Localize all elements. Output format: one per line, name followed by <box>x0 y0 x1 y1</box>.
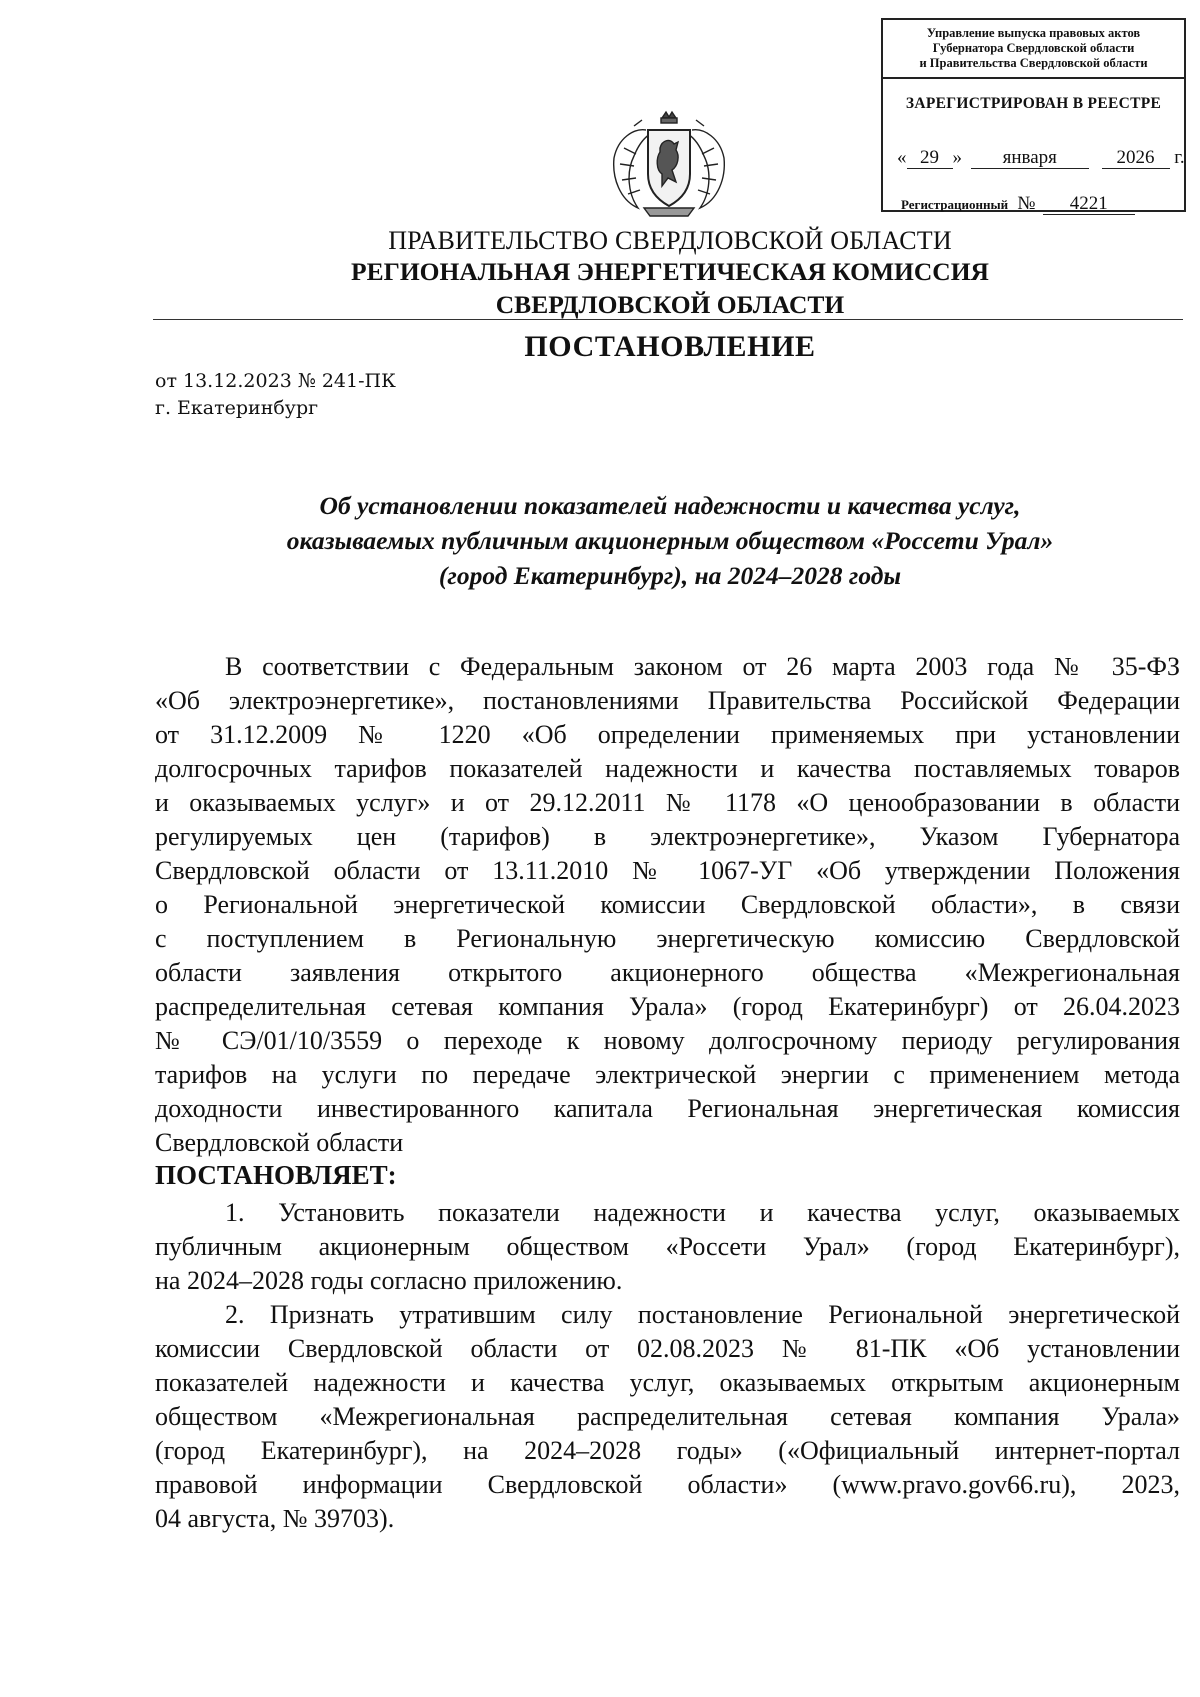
preamble-line: В соответствии с Федеральным законом от 26 марта 2003 года № 35-ФЗ <box>225 652 1180 681</box>
preamble-line: тарифов на услуги по передаче электрической энергии с применением метода <box>155 1060 1180 1089</box>
stamp-year: 2026 <box>1102 148 1170 169</box>
preamble-line: доходности инвестированного капитала Региональная энергетическая комиссия <box>155 1094 1180 1123</box>
stamp-day: 29 <box>907 148 953 169</box>
preamble-line: и оказываемых услуг» и от 29.12.2011 № 1178 «О ценообразовании в области <box>155 788 1180 817</box>
document-city: г. Екатеринбург <box>155 397 319 419</box>
document-title-line: (город Екатеринбург), на 2024–2028 годы <box>438 561 902 590</box>
item2-line: обществом «Межрегиональная распределительная сетевая компания Урала» <box>155 1402 1180 1431</box>
coat-of-arms-icon <box>604 108 734 220</box>
item2-line: 04 августа, № 39703). <box>155 1504 395 1533</box>
government-name: ПРАВИТЕЛЬСТВО СВЕРДЛОВСКОЙ ОБЛАСТИ <box>388 226 952 255</box>
preamble-line: «Об электроэнергетике», постановлениями Правительства Российской Федерации <box>155 686 1180 715</box>
stamp-header-line: Управление выпуска правовых актов <box>926 26 1141 40</box>
document-date-number: от 13.12.2023 № 241-ПК <box>155 370 396 392</box>
header-divider <box>153 319 1183 320</box>
quote-open: « <box>897 147 907 168</box>
commission-name-line1: РЕГИОНАЛЬНАЯ ЭНЕРГЕТИЧЕСКАЯ КОМИССИЯ <box>351 257 989 286</box>
preamble-line: распределительная сетевая компания Урала» (город Екатеринбург) от 26.04.2023 <box>155 992 1180 1021</box>
stamp-reg-value: 4221 <box>1043 194 1135 215</box>
document-type: ПОСТАНОВЛЕНИЕ <box>524 330 816 363</box>
stamp-header-line: и Правительства Свердловской области <box>919 56 1148 70</box>
preamble-line: с поступлением в Региональную энергетическую комиссию Свердловской <box>155 924 1180 953</box>
document-title-line: оказываемых публичным акционерным обществом «Россети Урал» <box>286 526 1054 555</box>
registration-stamp <box>881 18 1186 212</box>
stamp-registered-label: ЗАРЕГИСТРИРОВАН В РЕЕСТРЕ <box>905 95 1162 112</box>
quote-close: » <box>952 147 962 168</box>
document-title-line: Об установлении показателей надежности и качества услуг, <box>319 491 1021 520</box>
item2-line: (город Екатеринбург), на 2024–2028 годы» («Официальный интернет-портал <box>155 1436 1180 1465</box>
preamble-line: долгосрочных тарифов показателей надежности и качества поставляемых товаров <box>155 754 1180 783</box>
preamble-line: регулируемых цен (тарифов) в электроэнергетике», Указом Губернатора <box>155 822 1180 851</box>
stamp-header <box>883 20 1184 79</box>
preamble-line: Свердловской области от 13.11.2010 № 1067-УГ «Об утверждении Положения <box>155 856 1180 885</box>
stamp-reg-label: Регистрационный <box>901 197 1009 212</box>
stamp-header-line: Губернатора Свердловской области <box>932 41 1135 55</box>
item1-line: на 2024–2028 годы согласно приложению. <box>155 1266 623 1295</box>
preamble-line: Свердловской области <box>155 1128 404 1157</box>
preamble-line: о Региональной энергетической комиссии Свердловской области», в связи <box>155 890 1180 919</box>
stamp-no-sign: № <box>1017 193 1036 214</box>
decree-word: ПОСТАНОВЛЯЕТ: <box>155 1160 397 1190</box>
item2-line: показателей надежности и качества услуг, оказываемых открытым акционерным <box>155 1368 1180 1397</box>
stamp-month: января <box>971 148 1089 169</box>
stamp-reg-number <box>901 193 1135 215</box>
item2-line: 2. Признать утратившим силу постановление Региональной энергетической <box>225 1300 1180 1329</box>
item1-line: 1. Установить показатели надежности и качества услуг, оказываемых <box>225 1198 1180 1227</box>
preamble-line: № СЭ/01/10/3559 о переходе к новому долгосрочному периоду регулирования <box>155 1026 1180 1055</box>
stamp-date <box>897 147 1185 169</box>
stamp-year-suffix: г. <box>1174 147 1185 168</box>
preamble-line: от 31.12.2009 № 1220 «Об определении применяемых при установлении <box>155 720 1180 749</box>
preamble-line: области заявления открытого акционерного общества «Межрегиональная <box>155 958 1180 987</box>
commission-name-line2: СВЕРДЛОВСКОЙ ОБЛАСТИ <box>495 290 845 319</box>
item2-line: правовой информации Свердловской области» (www.pravo.gov66.ru), 2023, <box>155 1470 1180 1499</box>
item2-line: комиссии Свердловской области от 02.08.2023 № 81-ПК «Об установлении <box>155 1334 1180 1363</box>
item1-line: публичным акционерным обществом «Россети Урал» (город Екатеринбург), <box>155 1232 1180 1261</box>
